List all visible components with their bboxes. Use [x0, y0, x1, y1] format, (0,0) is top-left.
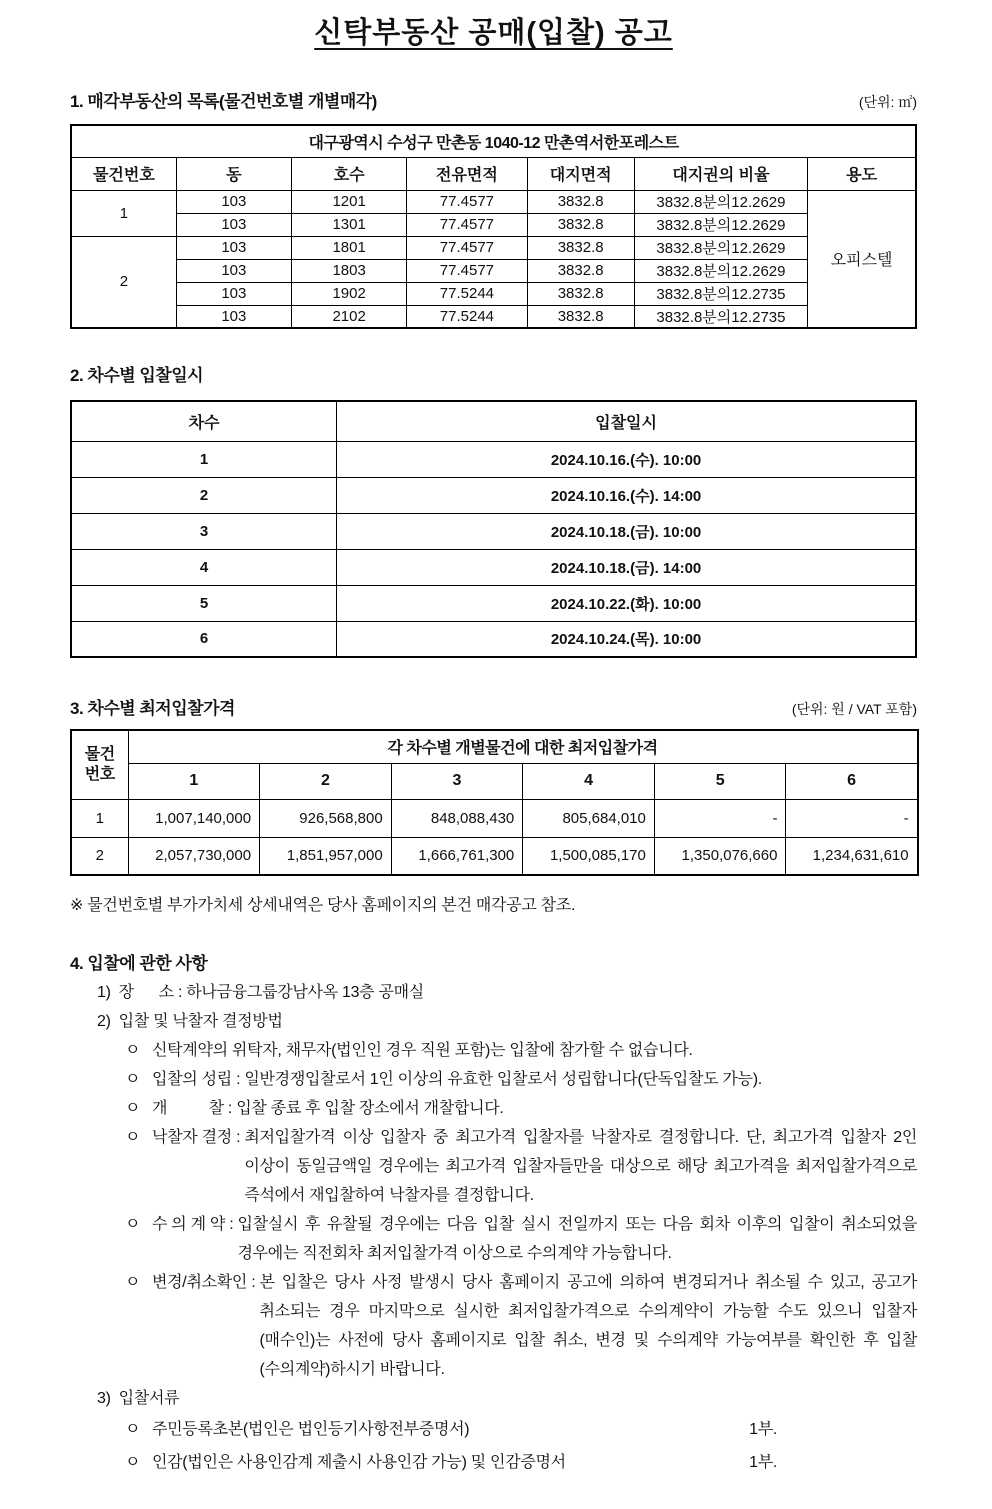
bullet-item-participation [125, 1036, 917, 1065]
column-header-building: 동 [176, 157, 291, 190]
document-requirement-row [125, 1446, 777, 1479]
price-cell: 1,350,076,660 [654, 837, 786, 875]
price-cell: - [654, 799, 786, 837]
round-cell: 3 [71, 513, 337, 549]
round-header: 4 [523, 763, 655, 799]
list-item-text: 입찰서류 [118, 1390, 180, 1407]
bullet-marker: ㅇ [125, 1071, 141, 1088]
column-header-item-no: 물건번호 [71, 157, 176, 190]
bullet-marker: ㅇ [125, 1100, 141, 1117]
table-cell: 77.5244 [407, 305, 527, 328]
section3-unit-label: (단위: 원 / VAT 포함) [791, 701, 917, 717]
item-no-cell: 1 [71, 190, 176, 236]
item-col-line1: 물건 [84, 745, 115, 763]
table-cell: 3832.8 [527, 213, 634, 236]
price-cell: 1,666,761,300 [391, 837, 523, 875]
table-row [71, 549, 916, 585]
bullet-text: 본 입찰은 당사 사정 발생시 당사 홈페이지 공고에 의하여 변경되거나 취소될 수 있고, 공고가 취소되는 경우 마지막으로 실시한 최저입찰가격으로 수의계약이 가능할 수도 있으니 입찰자(매수인)는 사전에 당사 홈페이지로 입찰 취소, 변경 및 수의계약 가능여부를 확인한 후 입찰(수의계약)하시기 바랍니다. [259, 1274, 917, 1378]
datetime-cell: 2024.10.18.(금). 14:00 [337, 549, 916, 585]
table-row [71, 513, 916, 549]
document-count: 1부. [749, 1454, 777, 1471]
span-header-min-price: 각 차수별 개별물건에 대한 최저입찰가격 [128, 730, 918, 763]
bullet-label: 수 의 계 약 : [152, 1216, 238, 1233]
bullet-text: 일반경쟁입찰로서 1인 이상의 유효한 입찰로서 성립합니다(단독입찰도 가능). [244, 1071, 762, 1088]
table-cell: 3832.8 [527, 190, 634, 213]
table-cell: 3832.8 [527, 259, 634, 282]
list-item-number: 2) [97, 1013, 111, 1030]
price-cell: 926,568,800 [260, 799, 392, 837]
table-cell: 77.4577 [407, 236, 527, 259]
list-item-number: 1) [97, 984, 111, 1001]
column-header-land-area: 대지면적 [527, 157, 634, 190]
table-cell: 103 [176, 259, 291, 282]
column-header-land-share: 대지권의 비율 [634, 157, 807, 190]
price-cell: 1,007,140,000 [128, 799, 260, 837]
vat-note: ※ 물건번호별 부가가치세 상세내역은 당사 홈페이지의 본건 매각공고 참조. [70, 897, 576, 914]
column-header-bid-datetime: 입찰일시 [337, 401, 916, 441]
section1-heading: 1. 매각부동산의 목록(물건번호별 개별매각) [70, 92, 377, 111]
round-cell: 2 [71, 477, 337, 513]
table-cell: 1301 [292, 213, 407, 236]
document-count: 1부. [749, 1421, 777, 1438]
bullet-label: 개 찰 : [152, 1100, 237, 1117]
usage-cell: 오피스텔 [808, 190, 916, 328]
table-cell: 3832.8 [527, 236, 634, 259]
bullet-item-opening [125, 1094, 917, 1123]
table-cell: 3832.8 [527, 282, 634, 305]
price-cell: - [786, 799, 918, 837]
document-title: 신탁부동산 공매(입찰) 공고 [314, 17, 673, 49]
list-item-method [97, 1007, 917, 1036]
price-cell: 805,684,010 [523, 799, 655, 837]
column-header-exclusive-area: 전유면적 [407, 157, 527, 190]
table-row [71, 477, 916, 513]
table-cell: 103 [176, 213, 291, 236]
datetime-cell: 2024.10.16.(수). 10:00 [337, 441, 916, 477]
table-cell: 103 [176, 282, 291, 305]
bullet-marker: ㅇ [125, 1216, 141, 1233]
table-cell: 3832.8분의12.2629 [634, 236, 807, 259]
round-header: 3 [391, 763, 523, 799]
bullet-text: 최저입찰가격 이상 입찰자 중 최고가격 입찰자를 낙찰자로 결정합니다. 단, 최고가격 입찰자 2인 이상이 동일금액일 경우에는 최고가격 입찰자들만을 대상으로 해당 최고가격을 최저입찰가격으로 즉석에서 재입찰하여 낙찰자를 결정합니다. [244, 1129, 917, 1204]
min-price-table [70, 729, 919, 876]
table-cell: 103 [176, 190, 291, 213]
table-row [71, 213, 916, 236]
table-row [71, 837, 918, 875]
table-row [71, 305, 916, 328]
item-no-cell: 1 [71, 799, 128, 837]
section2-heading: 2. 차수별 입찰일시 [70, 366, 204, 385]
item-no-cell: 2 [71, 837, 128, 875]
round-header: 2 [260, 763, 392, 799]
bullet-item-private-contract [125, 1210, 917, 1268]
table-cell: 3832.8분의12.2735 [634, 282, 807, 305]
property-location-header: 대구광역시 수성구 만촌동 1040-12 만촌역서한포레스트 [71, 125, 916, 157]
table-cell: 1803 [292, 259, 407, 282]
round-cell: 1 [71, 441, 337, 477]
item-no-cell: 2 [71, 236, 176, 328]
table-cell: 1902 [292, 282, 407, 305]
bullet-item-winner-decision [125, 1123, 917, 1210]
list-item-text: 장 소 : 하나금융그룹강남사옥 13층 공매실 [118, 984, 424, 1001]
bullet-item-bid-validity [125, 1065, 917, 1094]
section1-unit-label: (단위: ㎡) [858, 94, 917, 110]
bullet-marker: ㅇ [125, 1421, 141, 1438]
list-item-text: 입찰 및 낙찰자 결정방법 [118, 1013, 283, 1030]
property-list-table [70, 124, 917, 329]
document-name: 인감(법인은 사용인감계 제출시 사용인감 가능) 및 인감증명서 [152, 1454, 566, 1471]
table-row [71, 282, 916, 305]
table-cell: 103 [176, 305, 291, 328]
table-cell: 103 [176, 236, 291, 259]
section4-heading: 4. 입찰에 관한 사항 [70, 954, 208, 973]
table-cell: 77.5244 [407, 282, 527, 305]
section3-heading: 3. 차수별 최저입찰가격 [70, 699, 235, 718]
table-cell: 77.4577 [407, 190, 527, 213]
bullet-marker: ㅇ [125, 1129, 141, 1146]
column-header-unit-no: 호수 [292, 157, 407, 190]
document-name: 주민등록초본(법인은 법인등기사항전부증명서) [152, 1421, 470, 1438]
bullet-text: 입찰실시 후 유찰될 경우에는 다음 입찰 실시 전일까지 또는 다음 회차 이후의 입찰이 취소되었을 경우에는 직전회차 최저입찰가격 이상으로 수의계약 가능합니다. [237, 1216, 917, 1262]
bullet-label: 변경/취소확인 : [152, 1274, 260, 1291]
column-header-item-no [71, 730, 128, 799]
datetime-cell: 2024.10.16.(수). 14:00 [337, 477, 916, 513]
list-item-documents [97, 1384, 917, 1413]
round-cell: 6 [71, 621, 337, 657]
table-row [71, 585, 916, 621]
bullet-marker: ㅇ [125, 1042, 141, 1059]
table-cell: 3832.8분의12.2629 [634, 190, 807, 213]
table-row [71, 190, 916, 213]
column-header-usage: 용도 [808, 157, 916, 190]
table-cell: 77.4577 [407, 259, 527, 282]
price-cell: 2,057,730,000 [128, 837, 260, 875]
round-header: 5 [654, 763, 786, 799]
section4-body [70, 978, 917, 1479]
bullet-item-change-cancel [125, 1268, 917, 1384]
round-header: 1 [128, 763, 260, 799]
table-cell: 3832.8분의12.2629 [634, 259, 807, 282]
column-header-round: 차수 [71, 401, 337, 441]
table-row [71, 441, 916, 477]
price-cell: 1,234,631,610 [786, 837, 918, 875]
price-cell: 1,851,957,000 [260, 837, 392, 875]
table-cell: 2102 [292, 305, 407, 328]
bullet-marker: ㅇ [125, 1274, 141, 1291]
list-item-number: 3) [97, 1390, 111, 1407]
price-cell: 848,088,430 [391, 799, 523, 837]
table-cell: 3832.8분의12.2629 [634, 213, 807, 236]
table-row [71, 621, 916, 657]
table-cell: 77.4577 [407, 213, 527, 236]
table-cell: 3832.8 [527, 305, 634, 328]
bullet-text: 신탁계약의 위탁자, 채무자(법인인 경우 직원 포함)는 입찰에 참가할 수 없습니다. [152, 1042, 693, 1059]
round-header: 6 [786, 763, 918, 799]
document-requirement-row [125, 1413, 777, 1446]
round-cell: 5 [71, 585, 337, 621]
bullet-text: 입찰 종료 후 입찰 장소에서 개찰합니다. [236, 1100, 504, 1117]
round-cell: 4 [71, 549, 337, 585]
price-cell: 1,500,085,170 [523, 837, 655, 875]
table-cell: 3832.8분의12.2735 [634, 305, 807, 328]
bullet-label: 입찰의 성립 : [152, 1071, 245, 1088]
item-col-line2: 번호 [84, 765, 115, 783]
datetime-cell: 2024.10.18.(금). 10:00 [337, 513, 916, 549]
table-cell: 1201 [292, 190, 407, 213]
list-item-place [97, 978, 917, 1007]
table-row [71, 236, 916, 259]
table-row [71, 799, 918, 837]
datetime-cell: 2024.10.22.(화). 10:00 [337, 585, 916, 621]
datetime-cell: 2024.10.24.(목). 10:00 [337, 621, 916, 657]
bid-schedule-table [70, 400, 917, 658]
table-row [71, 259, 916, 282]
bullet-label: 낙찰자 결정 : [152, 1129, 245, 1146]
table-cell: 1801 [292, 236, 407, 259]
bullet-marker: ㅇ [125, 1454, 141, 1471]
